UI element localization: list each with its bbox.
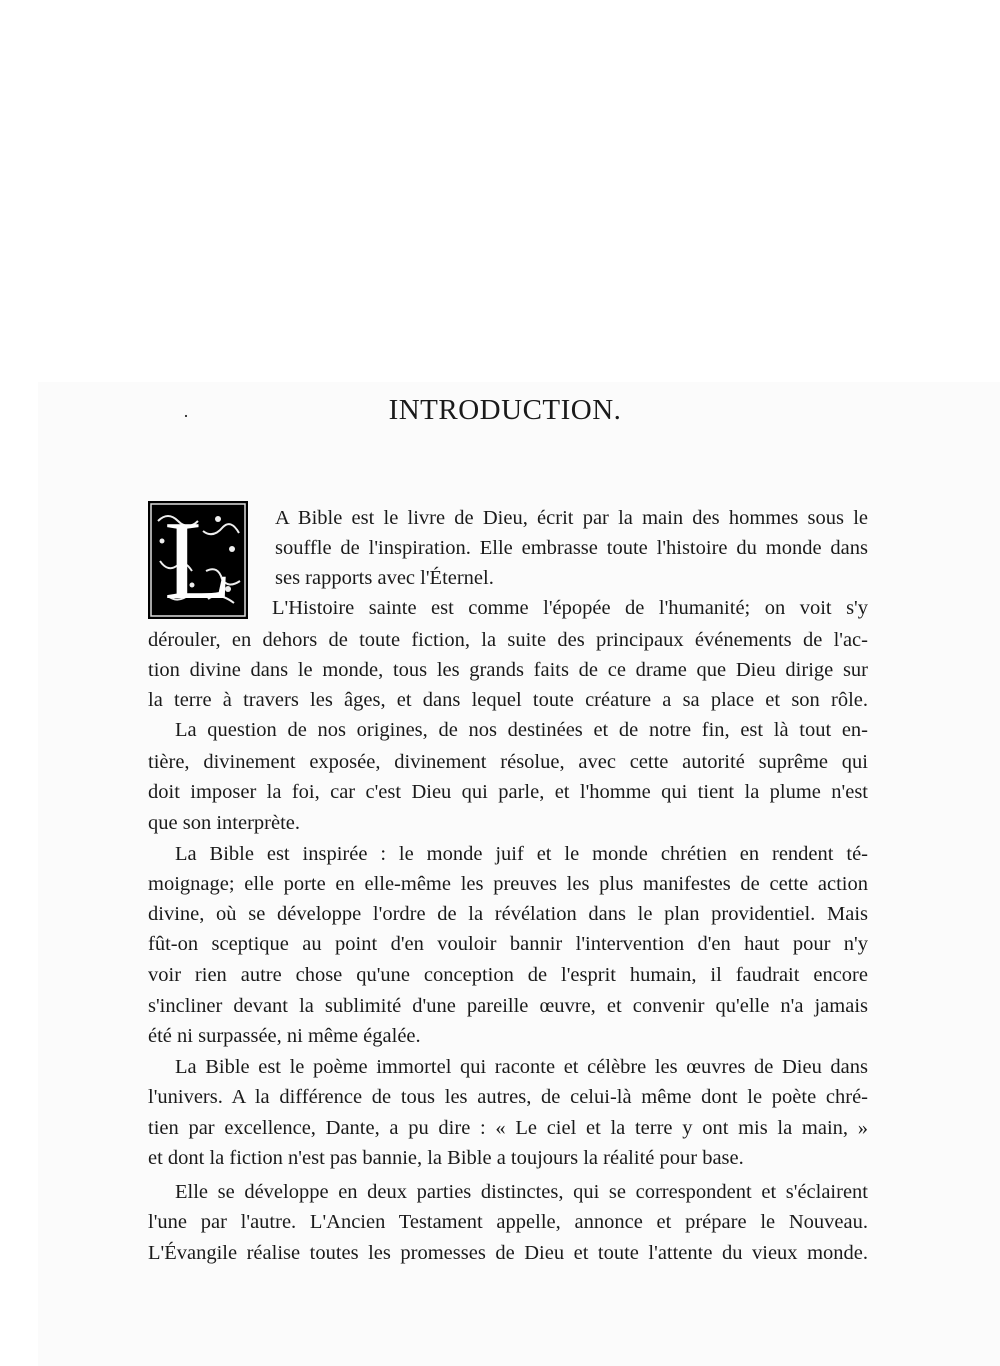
text-line: que son interprète.: [148, 812, 300, 834]
text-line: souffle de l'inspiration. Elle embrasse toute l'histoire du monde dans: [275, 537, 868, 559]
text-line: La Bible est le poème immortel qui raconte et célèbre les œuvres de Dieu dans: [175, 1056, 868, 1078]
page-title: INTRODUCTION.: [388, 394, 622, 426]
text-line: s'incliner devant la sublimité d'une pareille œuvre, et convenir qu'elle n'a jamais: [148, 995, 868, 1017]
text-line: L'Évangile réalise toutes les promesses de Dieu et toute l'attente du vieux monde.: [148, 1242, 868, 1264]
text-line: La Bible est inspirée : le monde juif et le monde chrétien en rendent té-: [175, 843, 868, 865]
dropcap-ornament: [148, 501, 248, 619]
text-line: la terre à travers les âges, et dans lequel toute créature a sa place et son rôle.: [148, 689, 868, 711]
stray-mark: ·: [183, 406, 189, 426]
text-line: tien par excellence, Dante, a pu dire : « Le ciel et la terre y ont mis la main, »: [148, 1117, 868, 1139]
text-line: l'univers. A la différence de tous les autres, de celui-là même dont le poète chré-: [148, 1086, 868, 1108]
text-line: voir rien autre chose qu'une conception de l'esprit humain, il faudrait encore: [148, 964, 868, 986]
text-line: dérouler, en dehors de toute fiction, la suite des principaux événements de l'ac-: [148, 629, 868, 651]
text-line: l'une par l'autre. L'Ancien Testament appelle, annonce et prépare le Nouveau.: [148, 1211, 868, 1233]
text-line: L'Histoire sainte est comme l'épopée de l'humanité; on voit s'y: [272, 597, 868, 619]
text-line: doit imposer la foi, car c'est Dieu qui parle, et l'homme qui tient la plume n'est: [148, 781, 868, 803]
text-line: moignage; elle porte en elle-même les preuves les plus manifestes de cette action: [148, 873, 868, 895]
text-line: été ni surpassée, ni même égalée.: [148, 1025, 421, 1047]
text-line: A Bible est le livre de Dieu, écrit par la main des hommes sous le: [275, 507, 868, 529]
text-line: tière, divinement exposée, divinement résolue, avec cette autorité suprême qui: [148, 751, 868, 773]
text-line: La question de nos origines, de nos destinées et de notre fin, est là tout en-: [175, 719, 868, 741]
text-line: divine, où se développe l'ordre de la révélation dans le plan providentiel. Mais: [148, 903, 868, 925]
text-line: fût-on sceptique au point d'en vouloir bannir l'intervention d'en haut pour n'y: [148, 933, 868, 955]
dropcap-letter: L: [164, 501, 233, 619]
text-line: ses rapports avec l'Éternel.: [275, 567, 494, 589]
text-line: et dont la fiction n'est pas bannie, la Bible a toujours la réalité pour base.: [148, 1147, 744, 1169]
text-line: tion divine dans le monde, tous les grands faits de ce drame que Dieu dirige sur: [148, 659, 868, 681]
text-line: Elle se développe en deux parties distinctes, qui se correspondent et s'éclairent: [175, 1181, 868, 1203]
